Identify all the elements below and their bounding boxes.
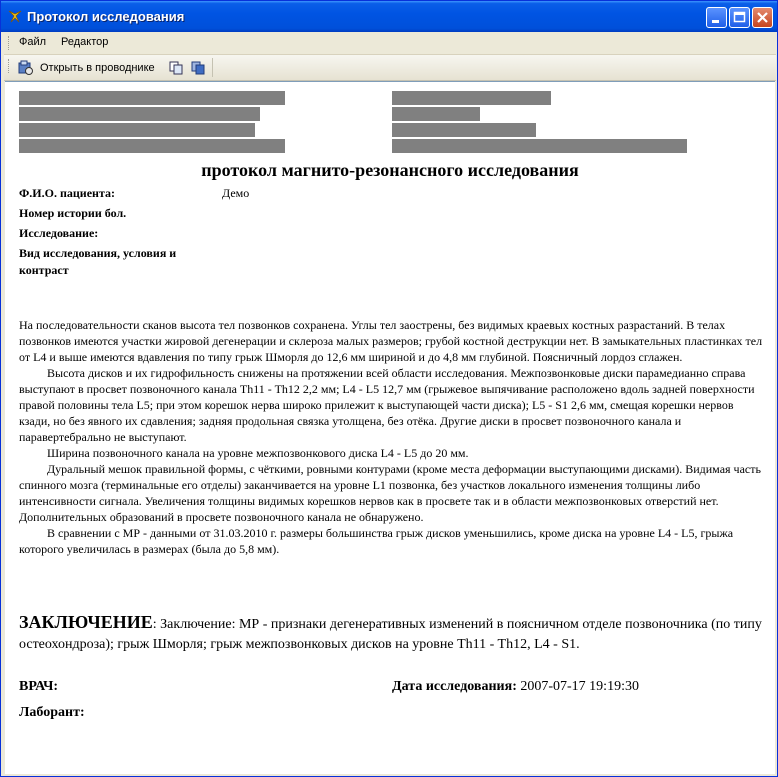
copy-all-icon — [190, 60, 206, 76]
minimize-button[interactable] — [706, 7, 727, 28]
maximize-icon — [730, 8, 749, 27]
redacted-block — [19, 91, 285, 105]
redacted-block — [392, 91, 551, 105]
copy-icon — [168, 60, 184, 76]
redacted-block — [392, 107, 480, 121]
study-label: Исследование: — [19, 226, 99, 240]
findings-paragraph: Дуральный мешок правильной формы, с чёткими, ровными контурами (кроме места деформации выступающими дисками). Видимая часть спинного мозга (терминальные его отделы) заканчивается на уровне L1 позвонка, без участков локального изменения толщины либо интенсивности сигнала. Увеличения толщины видимых корешков нервов как в просвете так и в области межпозвонковых отверстий нет. Дополнительных образований в просвете позвоночного канала не обнаружено. — [19, 462, 761, 524]
findings-paragraph: Высота дисков и их гидрофильность снижены на протяжении всей области исследования. Межпозвонковые диски парамедианно справа выступают в просвет позвоночного канала Th11 - Th12 2,2 мм; L4 - L5 12,7 мм (грыжевое выпячивание расположено вдоль задней поверхности правой половины тела L5; при этом корешок нерва широко прилежит к выступающей части диска); L5 - S1 2,6 мм, смещая корешки нервов кзади, но без явного их сдавления; задняя продольная связка утолщена, без отёка. Другие диски в просвет позвоночного канала и паравертебрально не выступают. — [19, 366, 755, 444]
patient-name-value: Демо — [222, 186, 250, 200]
redacted-block — [19, 139, 285, 153]
conclusion — [19, 612, 763, 655]
toolbar — [4, 55, 776, 81]
window-title: Протокол исследования — [27, 9, 185, 24]
document-heading: протокол магнито-резонансного исследования — [201, 160, 579, 180]
document-view[interactable] — [5, 81, 775, 774]
menu-file[interactable]: Файл — [19, 36, 47, 48]
open-in-explorer-button[interactable] — [18, 58, 155, 77]
conclusion-label: ЗАКЛЮЧЕНИЕ — [19, 612, 153, 632]
findings-paragraph: На последовательности сканов высота тел позвонков сохранена. Углы тел заострены, без видимых краевых костных разрастаний. В телах позвонков имеются участки жировой дегенерации и склероза малых размеров; грубой костной деструкции нет. В замыкательных пластинках тел от L4 и выше имеются вдавления по типу грыж Шморля до 12,6 мм шириной и до 4,8 мм глубиной. Поясничный лордоз сглажен. — [19, 318, 763, 364]
redacted-block — [19, 107, 260, 121]
close-icon — [753, 8, 772, 27]
toolbar-grip[interactable] — [8, 59, 12, 73]
history-number-label: Номер истории бол. — [19, 206, 127, 220]
findings-text — [19, 317, 763, 557]
conclusion-text: Заключение: МР - признаки дегенеративных изменений в поясничном отделе позвоночника (по типу остеохондроза); грыж Шморля; грыж межпозвонковых дисков на уровне Th11 - Th12, L4 - S1. — [19, 617, 762, 652]
findings-paragraph: В сравнении с МР - данными от 31.03.2010 г. размеры большинства грыж дисков уменьшились, кроме диска на уровне L4 - L5, грыжа которого увеличилась в размерах (была до 5,8 мм). — [19, 526, 734, 556]
lab-assistant-label: Лаборант: — [19, 705, 85, 720]
patient-name-label: Ф.И.О. пациента: — [19, 186, 115, 200]
study-date — [392, 679, 639, 695]
conclusion-separator: : — [152, 617, 161, 632]
title-bar[interactable] — [1, 1, 777, 32]
app-icon — [7, 8, 23, 24]
menu-grip[interactable] — [8, 36, 12, 50]
toolbar-separator — [212, 58, 213, 77]
redacted-block — [392, 123, 536, 137]
maximize-button[interactable] — [729, 7, 750, 28]
findings-paragraph: Ширина позвоночного канала на уровне межпозвонкового диска L4 - L5 до 20 мм. — [47, 446, 469, 460]
study-type-label: Вид исследования, условия и — [19, 246, 177, 260]
minimize-icon — [707, 8, 726, 27]
doctor-label: ВРАЧ: — [19, 679, 59, 694]
redacted-block — [19, 123, 255, 137]
explorer-icon — [18, 60, 34, 76]
copy-button[interactable] — [168, 58, 184, 77]
study-date-label: Дата исследования: — [392, 679, 517, 694]
copy-all-button[interactable] — [190, 58, 206, 77]
contrast-label: контраст — [19, 263, 69, 277]
menu-editor[interactable]: Редактор — [61, 36, 109, 48]
close-button[interactable] — [752, 7, 773, 28]
study-date-value: 2007-07-17 19:19:30 — [520, 679, 639, 694]
menu-bar — [4, 32, 776, 55]
redacted-block — [392, 139, 687, 153]
open-in-explorer-label: Открыть в проводнике — [40, 61, 155, 74]
